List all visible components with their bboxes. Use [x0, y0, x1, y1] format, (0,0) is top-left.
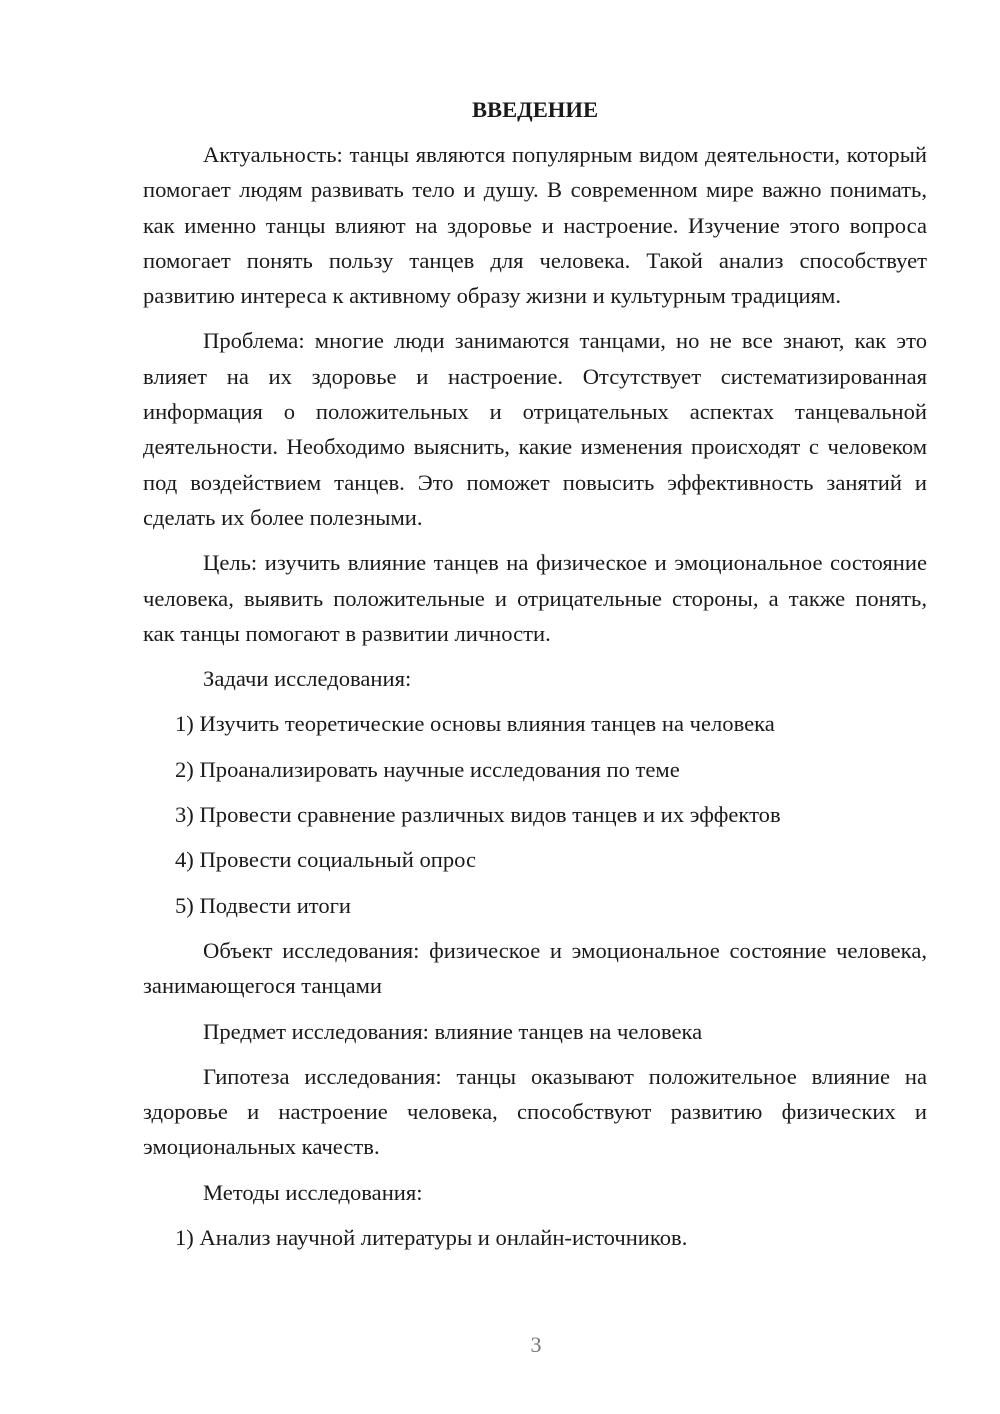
method-item: 1) Анализ научной литературы и онлайн-источников.: [175, 1225, 688, 1251]
subject-line: Предмет исследования: влияние танцев на человека: [203, 1018, 703, 1044]
task-item: 4) Провести социальный опрос: [175, 847, 477, 873]
methods-heading: Методы исследования:: [203, 1179, 423, 1205]
tasks-heading: Задачи исследования:: [203, 666, 412, 692]
object-paragraph: Объект исследования: физическое и эмоциональное состояние человека, занимающегося танцами: [143, 937, 927, 999]
task-item: 3) Провести сравнение различных видов танцев и их эффектов: [175, 802, 781, 828]
task-item: 2) Проанализировать научные исследования по теме: [175, 756, 680, 782]
section-title: ВВЕДЕНИЕ: [471, 97, 599, 122]
relevance-paragraph: Актуальность: танцы являются популярным видом деятельности, который помогает людям развивать тело и душу. В современном мире важно понимать, как именно танцы влияют на здоровье и настроение. Изучение этого вопроса помогает понять пользу танцев для человека. Такой анализ способствует развитию интереса к активному образу жизни и культурным традициям.: [143, 142, 927, 309]
task-item: 5) Подвести итоги: [175, 892, 352, 918]
problem-paragraph: Проблема: многие люди занимаются танцами, но не все знают, как это влияет на их здоровье и настроение. Отсутствует систематизированная информация о положительных и отрицательных аспектах танцевальной деятельности. Необходимо выяснить, какие изменения происходят с человеком под воздействием танцев. Это поможет повысить эффективность занятий и сделать их более полезными.: [143, 328, 927, 530]
page-number: 3: [530, 1332, 542, 1357]
goal-paragraph: Цель: изучить влияние танцев на физическое и эмоциональное состояние человека, выявить положительные и отрицательные стороны, а также понять, как танцы помогают в развитии личности.: [143, 550, 927, 646]
task-item: 1) Изучить теоретические основы влияния танцев на человека: [175, 711, 775, 737]
page-body: [143, 92, 927, 1265]
hypothesis-paragraph: Гипотеза исследования: танцы оказывают положительное влияние на здоровье и настроение человека, способствуют развитию физических и эмоциональных качеств.: [143, 1063, 927, 1160]
